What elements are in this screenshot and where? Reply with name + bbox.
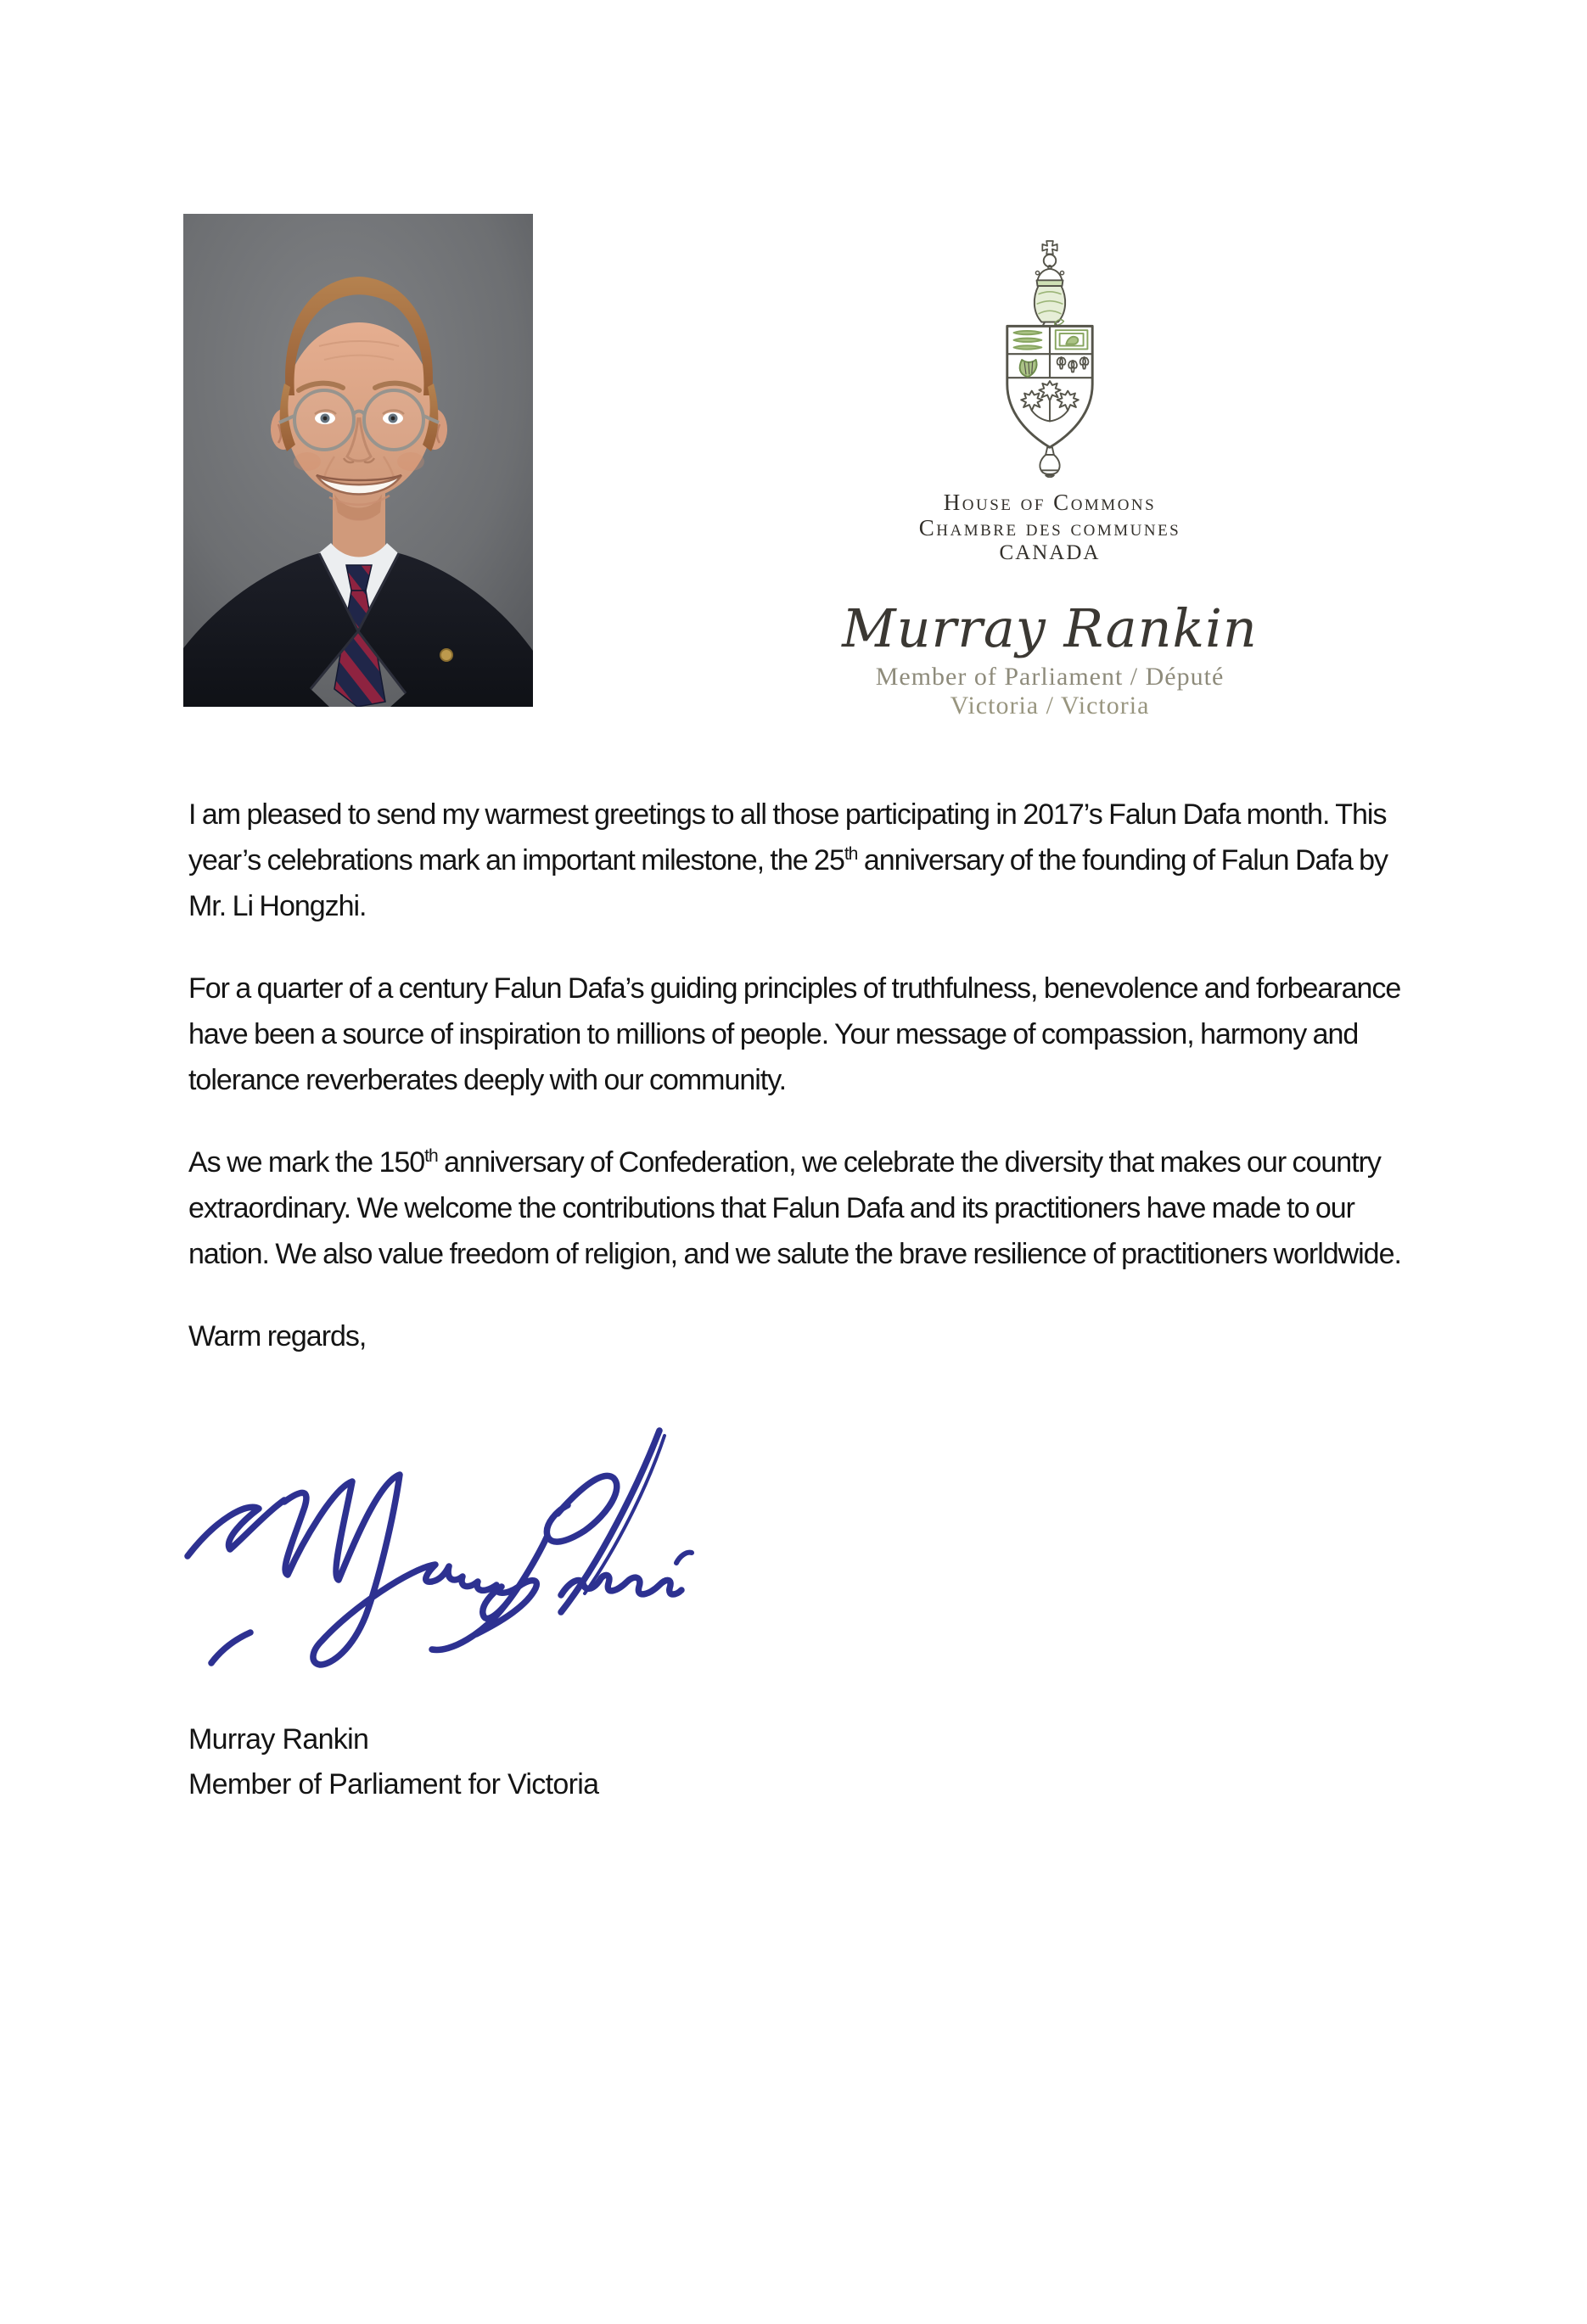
official-headshot-image xyxy=(183,214,533,707)
paragraph-1 xyxy=(188,792,1407,929)
letter-body xyxy=(188,792,1407,1396)
paragraph-3-text: As we mark the 150 xyxy=(188,1146,425,1179)
portrait-photo xyxy=(183,214,533,707)
paragraph-2-text: For a quarter of a century Falun Dafa’s guiding principles of truthfulness, benevolence and forbearance have been a source of inspiration to millions of people. Your message of compassion, harmony and tolerance reverberates deeply with our community. xyxy=(188,972,1401,1096)
paragraph-2 xyxy=(188,966,1407,1103)
letterhead xyxy=(804,240,1296,720)
paragraph-1-text: I am pleased to send my warmest greetings to all those participating in 2017’s Falun Dafa month. This year’s celebrations mark an important milestone, the 25 xyxy=(188,798,1387,876)
lapel-pin xyxy=(440,649,452,661)
ordinal-superscript: th xyxy=(844,844,858,865)
member-title: Member of Parliament / Député xyxy=(875,663,1225,691)
signature-image xyxy=(174,1412,760,1682)
house-of-commons-mace-crest-icon xyxy=(1000,240,1100,478)
closing-salutation: Warm regards, xyxy=(188,1320,367,1352)
org-country: CANADA xyxy=(999,541,1101,564)
org-name-french: Chambre des communes xyxy=(918,515,1181,540)
sender-name: Murray Rankin xyxy=(188,1723,369,1756)
sender-block xyxy=(188,1717,598,1807)
paragraph-3 xyxy=(188,1140,1407,1277)
paragraph-1-text-cont: anniversary of the founding of Falun Dafa by Mr. Li Hongzhi. xyxy=(188,844,1388,922)
member-riding: Victoria / Victoria xyxy=(950,692,1150,720)
ordinal-superscript: th xyxy=(424,1146,438,1167)
sender-title: Member of Parliament for Victoria xyxy=(188,1768,599,1800)
member-name-script: Murray Rankin xyxy=(842,597,1258,659)
org-name-english: House of Commons xyxy=(943,490,1157,515)
paragraph-3-text-cont: anniversary of Confederation, we celebrate the diversity that makes our country extraordinary. We welcome the contributions that Falun Dafa and its practitioners have made to our nation. We also value freedom of religion, and we salute the brave resilience of practitioners worldwide. xyxy=(188,1146,1401,1270)
murray-rankin-signature-ink xyxy=(174,1412,760,1682)
